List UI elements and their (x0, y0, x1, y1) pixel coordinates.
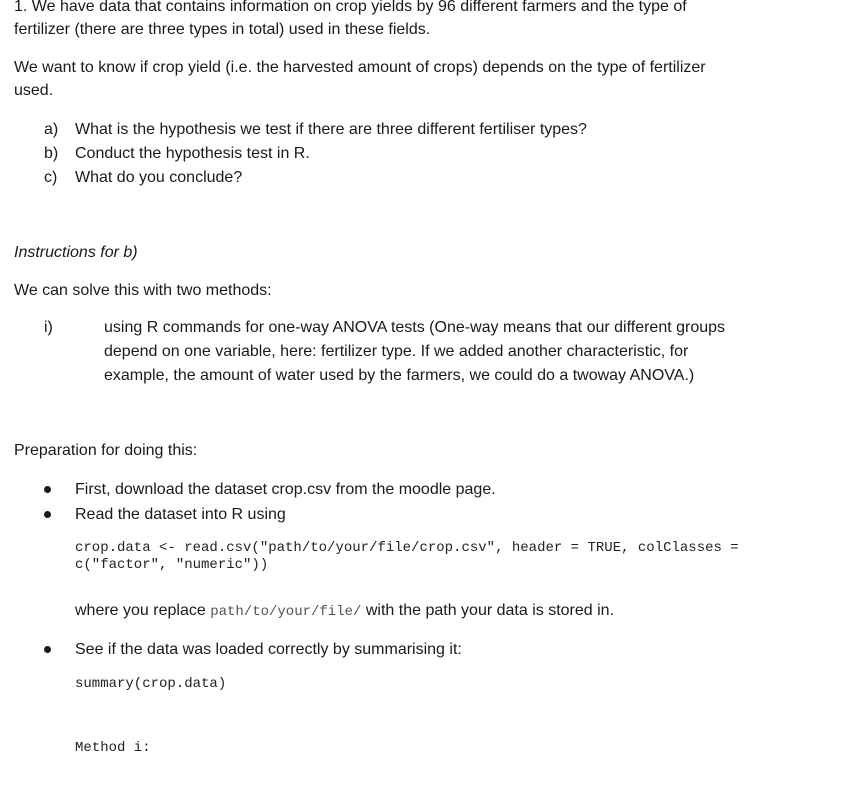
code-line-1: crop.data <- read.csv("path/to/your/file/crop.csv", header = TRUE, colClasses = (75, 540, 739, 556)
summary-code: summary(crop.data) (75, 676, 227, 692)
question-c-text: What do you conclude? (75, 169, 243, 186)
bullet-1-text: First, download the dataset crop.csv from the moodle page. (75, 481, 496, 498)
intro-line-3: We want to know if crop yield (i.e. the harvested amount of crops) depends on the type of fertilizer (14, 59, 706, 76)
bullet-icon (44, 646, 51, 653)
methods-intro: We can solve this with two methods: (14, 282, 272, 299)
intro-line-4: used. (14, 82, 54, 99)
question-b-text: Conduct the hypothesis test in R. (75, 145, 310, 162)
method-i-line-2: depend on one variable, here: fertilizer type. If we added another characteristic, for (104, 343, 689, 360)
intro-line-1: 1. We have data that contains information on crop yields by 96 different farmers and the type of (14, 0, 687, 15)
intro-line-2: fertilizer (there are three types in total) used in these fields. (14, 21, 431, 38)
question-c-label: c) (44, 169, 58, 186)
replace-text-after: with the path your data is stored in. (361, 602, 615, 619)
method-i-label: i) (44, 319, 53, 336)
question-a-label: a) (44, 121, 59, 138)
replace-text-before: where you replace (75, 602, 211, 619)
bullet-2-text: Read the dataset into R using (75, 506, 286, 523)
code-line-2: c("factor", "numeric")) (75, 557, 269, 573)
method-i-line-1: using R commands for one-way ANOVA tests (One-way means that our different groups (104, 319, 726, 336)
replace-path-code: path/to/your/file/ (210, 604, 362, 620)
bullet-icon (44, 511, 51, 518)
preparation-heading: Preparation for doing this: (14, 442, 198, 459)
question-a-text: What is the hypothesis we test if there are three different fertiliser types? (75, 121, 587, 138)
question-b-label: b) (44, 145, 59, 162)
instructions-heading: Instructions for b) (14, 244, 138, 261)
method-i-heading: Method i: (75, 740, 151, 756)
bullet-icon (44, 486, 51, 493)
bullet-3-text: See if the data was loaded correctly by summarising it: (75, 641, 462, 658)
method-i-line-3: example, the amount of water used by the farmers, we could do a twoway ANOVA.) (104, 367, 695, 384)
replace-path-sentence (75, 600, 614, 623)
